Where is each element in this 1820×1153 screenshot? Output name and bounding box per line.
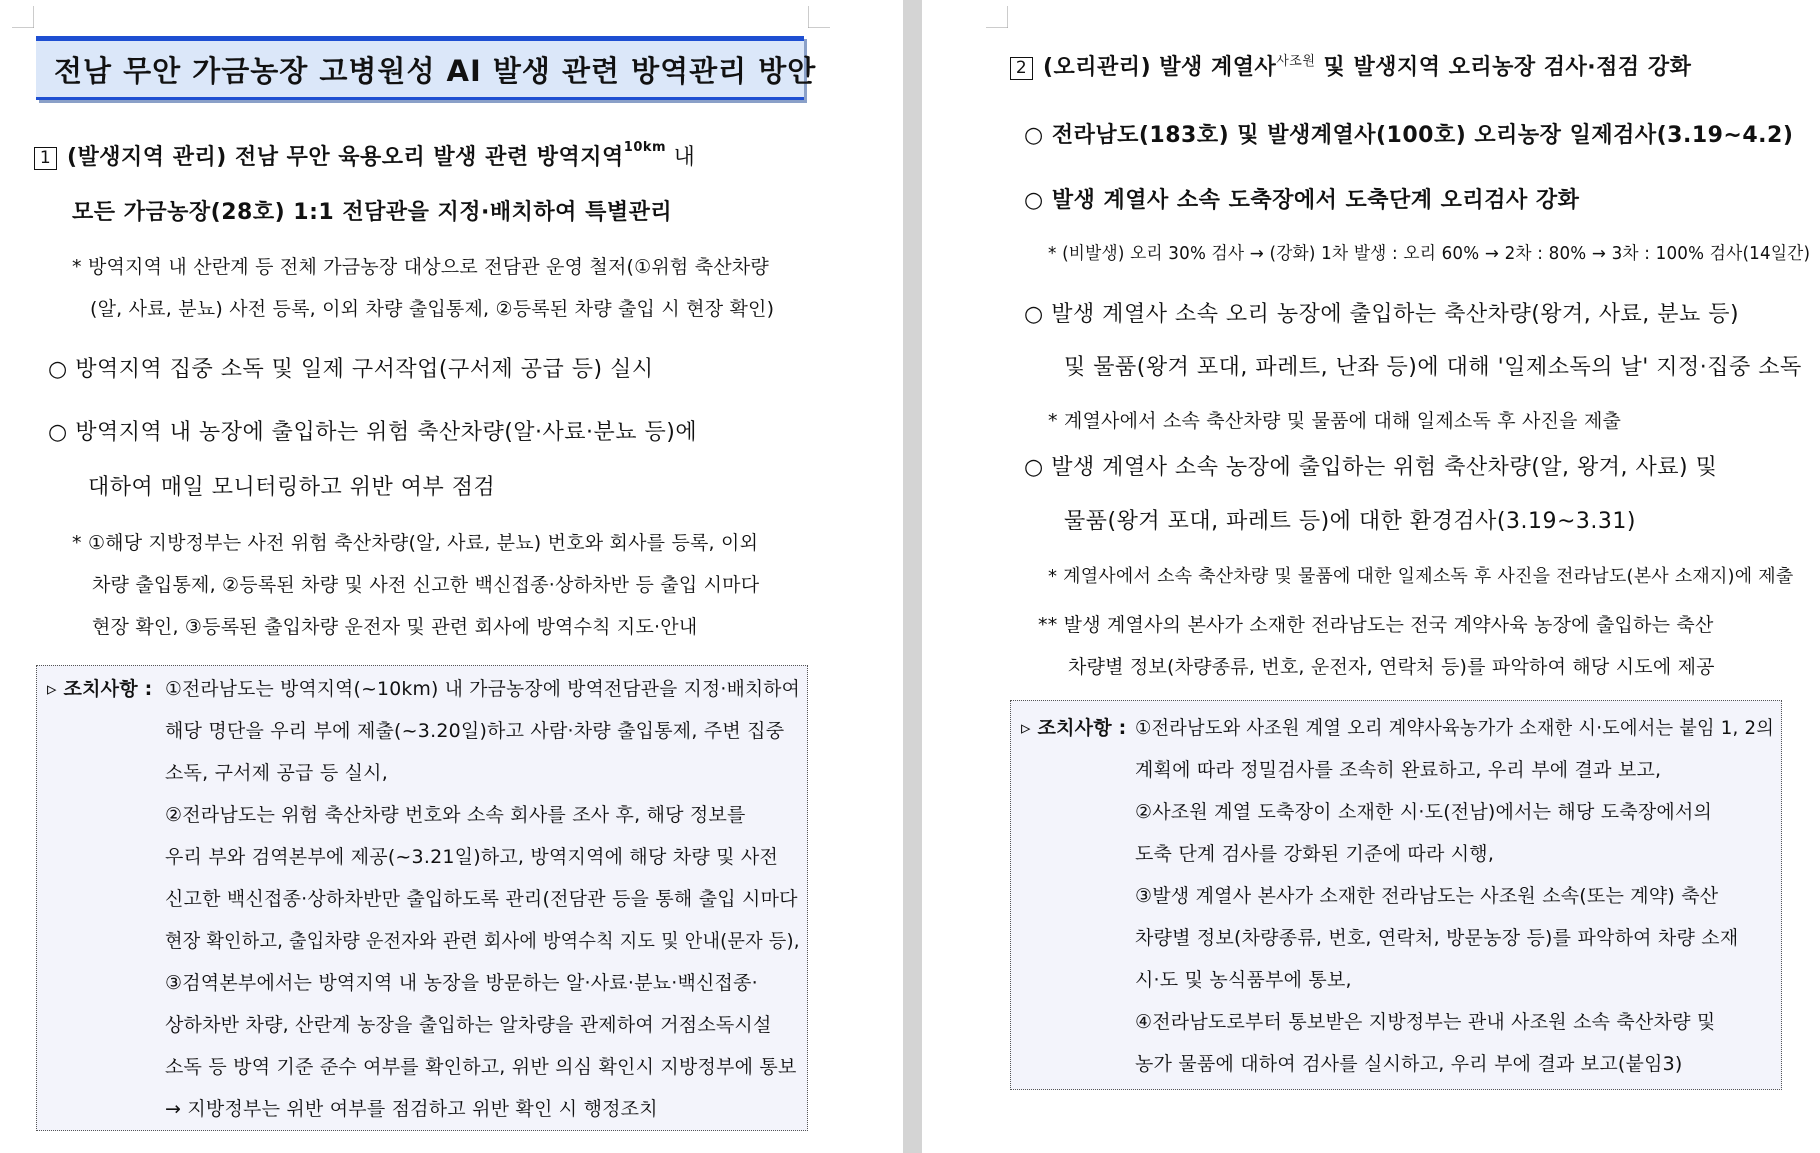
bullet-slaughterhouse: ○ 발생 계열사 소속 도축장에서 도축단계 오리검사 강화 — [1024, 188, 1580, 213]
section-2-text-end: 및 발생지역 오리농장 검사·점검 강화 — [1315, 55, 1692, 80]
crop-mark-top-left — [986, 6, 1008, 28]
action-items-box-left — [36, 665, 808, 1131]
superscript-radius: 10km — [623, 140, 667, 155]
action-line: 소독 등 방역 기준 준수 여부를 확인하고, 위반 의심 확인시 지방정부에 통보 — [165, 1056, 797, 1078]
bullet-monitoring-line2: 대하여 매일 모니터링하고 위반 여부 점검 — [88, 475, 496, 500]
bullet-disinfection: ○ 방역지역 집중 소독 및 일제 구서작업(구서제 공급 등) 실시 — [48, 357, 654, 382]
note2-line3: 현장 확인, ③등록된 출입차량 운전자 및 관련 회사에 방역수칙 지도·안내 — [92, 616, 698, 638]
action-line: 농가 물품에 대하여 검사를 실시하고, 우리 부에 결과 보고(붙임3) — [1135, 1053, 1683, 1075]
note2-line1: * ①해당 지방정부는 사전 위험 축산차량(알, 사료, 분뇨) 번호와 회사를 등록, 이외 — [72, 532, 759, 554]
document-page-left — [0, 0, 903, 1153]
action-line: ①전라남도와 사조원 계열 오리 계약사육농가가 소재한 시·도에서는 붙임 1, 2의 — [1135, 717, 1775, 739]
action-line: 신고한 백신접종·상하차반만 출입하도록 관리(전담관 등을 통해 출입 시마다 — [165, 888, 798, 910]
note-vehicle-info-line2: 차량별 정보(차량종류, 번호, 운전자, 연락처 등)를 파악하여 해당 시도에 제공 — [1068, 656, 1715, 678]
document-title-box — [36, 36, 817, 100]
bullet-environment-test-line1: ○ 발생 계열사 소속 농장에 출입하는 위험 축산차량(알, 왕겨, 사료) 및 — [1024, 455, 1718, 480]
action-line: → 지방정부는 위반 여부를 점검하고 위반 확인 시 행정조치 — [165, 1098, 658, 1120]
action-line: ②사조원 계열 도축장이 소재한 시·도(전남)에서는 해당 도축장에서의 — [1135, 801, 1713, 823]
action-line: 상하차반 차량, 산란계 농장을 출입하는 알차량을 관제하여 거점소독시설 — [165, 1014, 772, 1036]
action-line: 현장 확인하고, 출입차량 운전자와 관련 회사에 방역수칙 지도 및 안내(문자 등), — [165, 930, 800, 952]
section-number-box: 1 — [34, 147, 57, 170]
note-inspection-rate: * (비발생) 오리 30% 검사 → (강화) 1차 발생 : 오리 60% → 2차 : 80% → 3차 : 100% 검사(14일간) — [1048, 244, 1811, 264]
bullet-vehicle-disinfection-line1: ○ 발생 계열사 소속 오리 농장에 출입하는 축산차량(왕겨, 사료, 분뇨 등) — [1024, 302, 1740, 327]
note-photo-submit-jeonnam: * 계열사에서 소속 축산차량 및 물품에 대한 일제소독 후 사진을 전라남도(본사 소재지)에 제출 — [1048, 566, 1794, 587]
action-line: ④전라남도로부터 통보받은 지방정부는 관내 사조원 소속 축산차량 및 — [1135, 1011, 1716, 1033]
crop-mark-top-right — [808, 6, 830, 28]
action-line: ③검역본부에서는 방역지역 내 농장을 방문하는 알·사료·분뇨·백신접종· — [165, 972, 758, 994]
action-line: 도축 단계 검사를 강화된 기준에 따라 시행, — [1135, 843, 1495, 865]
action-label: ▹ 조치사항 : — [47, 678, 153, 700]
action-label: ▹ 조치사항 : — [1021, 717, 1127, 739]
bullet-vehicle-disinfection-line2: 및 물품(왕겨 포대, 파레트, 난좌 등)에 대해 '일제소독의 날' 지정·집중 소독 — [1064, 355, 1802, 380]
superscript-company: 사조원 — [1276, 54, 1316, 69]
action-line: 우리 부와 검역본부에 제공(~3.21일)하고, 방역지역에 해당 차량 및 사전 — [165, 846, 779, 868]
action-items-box-right — [1010, 700, 1782, 1090]
note-photo-submit: * 계열사에서 소속 축산차량 및 물품에 대해 일제소독 후 사진을 제출 — [1048, 410, 1622, 432]
action-line: ③발생 계열사 본사가 소재한 전라남도는 사조원 소속(또는 계약) 축산 — [1135, 885, 1719, 907]
note2-line2: 차량 출입통제, ②등록된 차량 및 사전 신고한 백신접종·상하차반 등 출입 시마다 — [92, 574, 760, 596]
section-2-text: (오리관리) 발생 계열사 — [1043, 55, 1277, 80]
section-1-line2: 모든 가금농장(28호) 1:1 전담관을 지정·배치하여 특별관리 — [72, 200, 673, 225]
bullet-duck-inspection: ○ 전라남도(183호) 및 발생계열사(100호) 오리농장 일제검사(3.19~4.2) — [1024, 123, 1794, 148]
section-1-heading — [34, 140, 695, 171]
section-number-box: 2 — [1010, 57, 1033, 80]
document-title: 전남 무안 가금농장 고병원성 AI 발생 관련 방역관리 방안 — [54, 54, 817, 88]
bullet-monitoring-line1: ○ 방역지역 내 농장에 출입하는 위험 축산차량(알·사료·분뇨 등)에 — [48, 420, 698, 445]
section-1-note-line1: * 방역지역 내 산란계 등 전체 가금농장 대상으로 전담관 운영 철저(①위험 축산차량 — [72, 256, 769, 278]
section-1-note-line2: (알, 사료, 분뇨) 사전 등록, 이외 차량 출입통제, ②등록된 차량 출입 시 현장 확인) — [90, 298, 775, 320]
note-vehicle-info-line1: ** 발생 계열사의 본사가 소재한 전라남도는 전국 계약사육 농장에 출입하는 축산 — [1038, 614, 1714, 636]
action-line: ①전라남도는 방역지역(~10km) 내 가금농장에 방역전담관을 지정·배치하여 — [165, 678, 801, 700]
action-line: 소독, 구서제 공급 등 실시, — [165, 762, 388, 784]
bullet-environment-test-line2: 물품(왕겨 포대, 파레트 등)에 대한 환경검사(3.19~3.31) — [1064, 509, 1636, 534]
action-line: 시·도 및 농식품부에 통보, — [1135, 969, 1352, 991]
action-line: 해당 명단을 우리 부에 제출(~3.20일)하고 사람·차량 출입통제, 주변 집중 — [165, 720, 785, 742]
action-line: 차량별 정보(차량종류, 번호, 연락처, 방문농장 등)를 파악하여 차량 소재 — [1135, 927, 1739, 949]
crop-mark-top-left — [12, 6, 34, 28]
action-line: ②전라남도는 위험 축산차량 번호와 소속 회사를 조사 후, 해당 정보를 — [165, 804, 746, 826]
document-page-right — [922, 0, 1820, 1153]
action-line: 계획에 따라 정밀검사를 조속히 완료하고, 우리 부에 결과 보고, — [1135, 759, 1662, 781]
section-1-line1-end: 내 — [666, 145, 696, 170]
section-1-line1: (발생지역 관리) 전남 무안 육용오리 발생 관련 방역지역 — [67, 145, 624, 170]
section-2-heading — [1010, 50, 1691, 81]
